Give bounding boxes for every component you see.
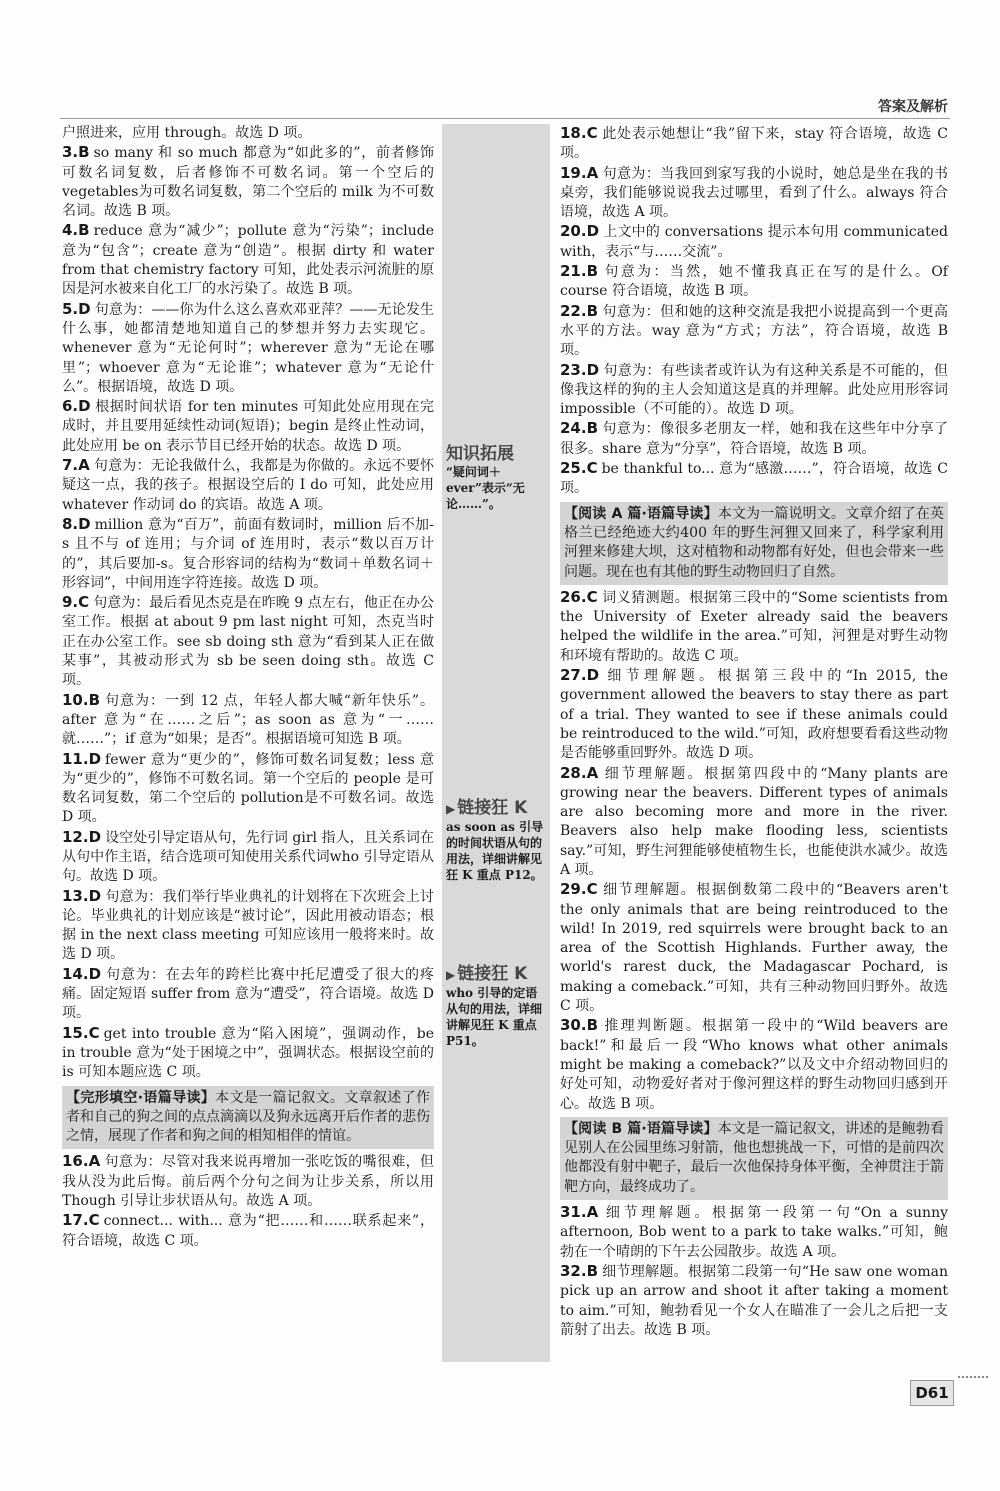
question-number: 16. — [62, 1152, 89, 1171]
guide-text: 本文为一篇说明文。文章介绍了在英格兰已经绝迹大约400 年的野生河狸又回来了，科学家利用河狸来修建大坝，这对植物和动物都有好处，但也会带来一些问题。现在也有其他的野生动物回归了自然。 — [564, 505, 945, 580]
answer-entry — [62, 887, 434, 965]
answer-letter: C — [586, 587, 598, 606]
triangle-icon: ▶ — [446, 968, 456, 982]
explanation-text: 句意为：在去年的跨栏比赛中托尼遭受了很大的疼痛。固定短语 suffer from 意为“遭受”，符合语境。故选 D 项。 — [62, 966, 434, 1022]
question-number: 18. — [560, 124, 587, 142]
question-number: 20. — [560, 222, 587, 241]
question-number: 5. — [62, 299, 79, 318]
explanation-text: 细节理解题。根据第三段中的“In 2015, the government allowed the beavers to stay there as part of a trial. They wanted to see if these animals could be reintroduced to the wild.”可知，政府想要看看这些动物是否能够重回野外。故选 D 项。 — [560, 668, 948, 762]
sidebar-note-body: “疑问词＋ever”表示“无论……”。 — [446, 465, 525, 511]
answer-letter: B — [586, 301, 599, 320]
guide-title: 【阅读 A 篇·语篇导读】 — [564, 505, 718, 522]
header-rule — [60, 118, 950, 119]
answer-entry — [62, 1024, 434, 1083]
explanation-text: 句意为：一到 12 点，年轻人都大喊“新年快乐”。after 意为“在……之后”；as soon as 意为“一……就……”；if 意为“如果；是否”。根据语境可知选 B 项。 — [62, 692, 434, 748]
answer-entry — [62, 593, 434, 690]
answer-entry — [560, 1203, 948, 1262]
answer-entry — [560, 164, 948, 223]
explanation-text: 细节理解题。根据倒数第二段中的“Beavers aren't the only animals that are being reintroduced to the wild! In 2019, red squirrels were brought back to an area of the Scottish Highlands. Further away, the world's rarest duck, the Madagascar Pochard, is making a comeback.”可知，共有三种动物回归野外。故选 C 项。 — [560, 882, 948, 1015]
sidebar-note-link-1 — [446, 800, 548, 883]
answer-letter: B — [586, 1261, 599, 1280]
answer-entry — [560, 764, 948, 881]
answer-letter: D — [88, 886, 102, 905]
answer-entry — [62, 124, 434, 143]
answer-entry — [560, 1016, 948, 1113]
right-column — [560, 124, 948, 1340]
question-number: 31. — [560, 1203, 587, 1222]
answer-entry — [62, 221, 434, 299]
answer-entry — [560, 262, 948, 302]
explanation-text: connect... with... 意为“把……和……联系起来”，符合语境，故选 C 项。 — [62, 1213, 434, 1249]
explanation-text: be thankful to... 意为“感激……”，符合语境，故选 C 项。 — [560, 461, 948, 497]
answer-entry — [62, 397, 434, 456]
question-number: 27. — [560, 666, 587, 685]
page-number-dots — [958, 1376, 988, 1378]
answer-letter: D — [586, 360, 600, 379]
explanation-text: 句意为：最后看见杰克是在昨晚 9 点左右，他正在办公室工作。根据 at about 9 pm last night 可知，杰克当时正在办公室工作。see sb doing sth 意为“看到某人正在做某事”，其被动形式为 sb be seen doing sth。故选 C 项。 — [62, 595, 434, 689]
explanation-text: 细节理解题。根据第四段中的“Many plants are growing near the beavers. Different types of animals are also becoming more and more in the river. Beavers also help make flooding less, scientists say.”可知，野生河狸能够使植物生长，也能使洪水减少。故选 A 项。 — [560, 765, 948, 878]
question-number: 19. — [560, 163, 587, 182]
answer-letter: C — [78, 593, 90, 612]
explanation-text: 上文中的 conversations 提示本句用 communicated with，表示“与……交流”。 — [560, 224, 948, 260]
explanation-text: 句意为：——你为什么这么喜欢邓亚萍？——无论发生什么事，她都清楚地知道自己的梦想并努力去实现它。whenever 意为“无论何时”；wherever 意为“无论在哪里”；whoever 意为“无论谁”；whatever 意为“无论什么”。根据语境，故选 D 项。 — [62, 301, 434, 395]
answer-letter: C — [586, 880, 598, 899]
explanation-text: reduce 意为“减少”；pollute 意为“污染”；include意为“包含”；create 意为“创造”。根据 dirty 和 water from that chemistry factory 可知，此处表示河流脏的原因是河水被来自化工厂的水污染了。故选 B 项。 — [62, 223, 434, 298]
explanation-text: get into trouble 意为“陷入困境”，强调动作，be in trouble 意为“处于困境之中”，强调状态。根据设空前的 is 可知本题应选 C 项。 — [62, 1025, 434, 1081]
answer-entry — [62, 300, 434, 397]
guide-title: 【阅读 B 篇·语篇导读】 — [564, 1120, 718, 1137]
explanation-text: 词义猜测题。根据第三段中的“Some scientists from the University of Exeter already said the beavers helped the wildlife in the area.”可知，河狸是对野生动物和环境有帮助的。故选 C 项。 — [560, 589, 948, 664]
left-column — [62, 124, 434, 1251]
question-number: 13. — [62, 886, 89, 905]
answer-letter: C — [586, 124, 598, 142]
question-number: 28. — [560, 763, 587, 782]
answer-letter: D — [78, 299, 91, 318]
answer-letter: D — [78, 514, 91, 533]
explanation-text: 句意为：尽管对我来说再增加一张吃饭的嘴很难，但我从没为此后悔。前后两个分句之间为让步关系，所以用 Though 引导让步状语从句。故选 A 项。 — [62, 1154, 434, 1210]
answer-letter: A — [586, 763, 599, 782]
explanation-text: 句意为：当我回到家写我的小说时，她总是坐在我的书桌旁，我们能够说说我去过哪里，看到了什么。always 符合语境，故选 A 项。 — [560, 165, 948, 221]
answer-entry — [560, 361, 948, 420]
answer-entry — [560, 459, 948, 499]
answer-entry — [62, 691, 434, 750]
explanation-text: million 意为“百万”，前面有数词时，million 后不加-s 且不与 of 连用；与介词 of 连用时，表示“数以百万计的”，其后要加-s。复合形容词的结构为“数词＋单数名词＋形容词”，中间用连字符连接。故选 D 项。 — [62, 516, 434, 591]
answer-letter: D — [78, 397, 91, 416]
explanation-text: 句意为：当然，她不懂我真正在写的是什么。Of course 符合语境，故选 B 项。 — [560, 264, 948, 300]
answer-letter: D — [88, 964, 102, 983]
answer-letter: A — [586, 1203, 599, 1222]
answer-entry — [560, 302, 948, 361]
question-number: 32. — [560, 1261, 587, 1280]
answer-letter: A — [88, 1152, 101, 1171]
explanation-text: 句意为：无论我做什么，我都是为你做的。永远不要怀疑这一点，我的孩子。根据设空后的 I do 可知，此处应用 whatever 作动词 do 的宾语。故选 A 项。 — [62, 458, 434, 513]
explanation-text: 句意为：像很多老朋友一样，她和我在这些年中分享了很多。share 意为“分享”，符合语境，故选 B 项。 — [560, 421, 948, 457]
sidebar-note-body: as soon as 引导的时间状语从句的用法，详细讲解见狂 K 重点 P12。 — [446, 820, 544, 882]
page-number: D61 — [910, 1380, 954, 1406]
answer-entry — [560, 666, 948, 763]
passage-guide — [560, 1117, 948, 1200]
explanation-text: 此处表示她想让“我”留下来，stay 符合语境，故选 C 项。 — [560, 126, 948, 162]
answer-entry — [62, 143, 434, 221]
answer-entry — [560, 588, 948, 666]
explanation-text: 户照进来，应用 through。故选 D 项。 — [62, 125, 312, 141]
answer-entry — [62, 750, 434, 828]
answer-entry — [62, 965, 434, 1024]
question-number: 4. — [62, 221, 79, 240]
question-number: 3. — [62, 143, 79, 162]
answer-entry — [62, 515, 434, 593]
answer-entry — [560, 419, 948, 459]
answer-entry — [62, 1152, 434, 1211]
question-number: 17. — [62, 1211, 89, 1230]
answer-letter: C — [586, 459, 598, 478]
question-number: 23. — [560, 360, 587, 379]
explanation-text: 句意为：有些读者或许认为有这种关系是不可能的，但像我这样的狗的主人会知道这是真的并理解。此处应用形容词 impossible（不可能的）。故选 D 项。 — [560, 362, 948, 418]
sidebar-strip — [442, 124, 550, 1362]
answer-letter: B — [586, 419, 599, 438]
sidebar-note-knowledge — [446, 446, 548, 512]
page-header: 答案及解析 — [878, 99, 948, 115]
answer-letter: D — [586, 666, 600, 685]
answer-entry — [560, 222, 948, 262]
answer-letter: D — [88, 749, 102, 768]
explanation-text: 句意为：我们举行毕业典礼的计划将在下次班会上讨论。毕业典礼的计划应该是“被讨论”，因此用被动语态；根据 in the next class meeting 可知应该用一般将来时。故选 D 项。 — [62, 888, 434, 963]
question-number: 24. — [560, 419, 587, 438]
explanation-text: so many 和 so much 都意为“如此多的”，前者修饰可数名词复数，后者修饰不可数名词。第一个空后的vegetables为可数名词复数，第二个空后的 milk 为不可数名词。故选 B 项。 — [62, 145, 434, 220]
guide-title: 【完形填空·语篇导读】 — [66, 1089, 216, 1106]
answer-letter: B — [78, 143, 90, 162]
question-number: 22. — [560, 301, 587, 320]
question-number: 29. — [560, 880, 587, 899]
answer-letter: D — [88, 827, 102, 846]
question-number: 10. — [62, 690, 89, 709]
sidebar-note-title: ▶ 链接狂 K — [446, 798, 528, 818]
question-number: 9. — [62, 593, 79, 612]
passage-guide — [560, 502, 948, 585]
question-number: 14. — [62, 964, 89, 983]
answer-entry — [560, 880, 948, 1016]
explanation-text: fewer 意为“更少的”，修饰可数名词复数；less 意为“更少的”，修饰不可数名词。第一个空后的 people 是可数名词复数，第二个空后的 pollution是不可数名词。故选 D 项。 — [62, 751, 434, 826]
answer-letter: A — [586, 163, 599, 182]
answer-letter: C — [88, 1211, 100, 1230]
question-number: 6. — [62, 397, 79, 416]
explanation-text: 根据时间状语 for ten minutes 可知此处应用现在完成时，并且要用延续性动词(短语)；begin 是终止性动词，此处应用 be on 表示节目已经开始的状态。故选 D 项。 — [62, 399, 434, 454]
answer-entry — [62, 828, 434, 887]
answer-entry — [560, 124, 948, 164]
sidebar-note-link-2 — [446, 966, 548, 1049]
question-number: 25. — [560, 459, 587, 478]
explanation-text: 细节理解题。根据第二段第一句“He saw one woman pick up an arrow and shoot it after taking a moment to aim.”可知，鲍勃看见一个女人在瞄准了一会儿之后把一支箭射了出去。故选 B 项。 — [560, 1263, 948, 1338]
guide-text: 本文是一篇记叙文，讲述的是鲍勃看见别人在公园里练习射箭，他也想挑战一下，可惜的是前四次他都没有射中靶子，最后一次他保持身体平衡，全神贯注于箭靶方向，最终成功了。 — [564, 1120, 945, 1195]
question-number: 7. — [62, 456, 79, 475]
guide-text: 本文是一篇记叙文。文章叙述了作者和自己的狗之间的点点滴滴以及狗永远离开后作者的悲伤之情，展现了作者和狗之间的相知相伴的情谊。 — [66, 1089, 430, 1145]
explanation-text: 细节理解题。根据第一段第一句“On a sunny afternoon, Bob went to a park to take walks.”可知，鲍勃在一个晴朗的下午去公园散步。故选 A 项。 — [560, 1205, 948, 1260]
question-number: 8. — [62, 514, 79, 533]
explanation-text: 设空处引导定语从句，先行词 girl 指人，且关系词在从句中作主语，结合选项可知使用关系代词who 引导定语从句。故选 D 项。 — [62, 829, 434, 885]
answer-letter: A — [78, 456, 90, 475]
answer-letter: D — [586, 222, 600, 241]
question-number: 21. — [560, 262, 587, 281]
answer-entry — [560, 1262, 948, 1340]
question-number: 12. — [62, 827, 89, 846]
question-number: 11. — [62, 749, 89, 768]
answer-letter: B — [586, 1016, 599, 1035]
answer-entry — [62, 456, 434, 515]
sidebar-note-title: ▶ 链接狂 K — [446, 964, 528, 984]
sidebar-note-title: 知识拓展 — [446, 444, 514, 464]
answer-letter: B — [88, 690, 101, 709]
answer-letter: C — [88, 1023, 100, 1042]
explanation-text: 句意为：但和她的这种交流是我把小说提高到一个更高水平的方法。way 意为“方式；方法”，符合语境，故选 B 项。 — [560, 303, 948, 359]
question-number: 15. — [62, 1023, 89, 1042]
passage-guide — [62, 1086, 434, 1150]
answer-letter: B — [586, 262, 599, 281]
explanation-text: 推理判断题。根据第一段中的“Wild beavers are back!”和最后一段“Who knows what other animals might be making a comeback?”以及文中介绍动物回归的好处可知，动物爱好者对于像河狸这样的野生动物回归感到开心。故选 B 项。 — [560, 1018, 948, 1112]
answer-entry — [62, 1211, 434, 1251]
triangle-icon: ▶ — [446, 802, 456, 816]
question-number: 30. — [560, 1016, 587, 1035]
sidebar-note-body: who 引导的定语从句的用法，详细讲解见狂 K 重点 P51。 — [446, 986, 543, 1048]
answer-letter: B — [78, 221, 90, 240]
question-number: 26. — [560, 587, 587, 606]
